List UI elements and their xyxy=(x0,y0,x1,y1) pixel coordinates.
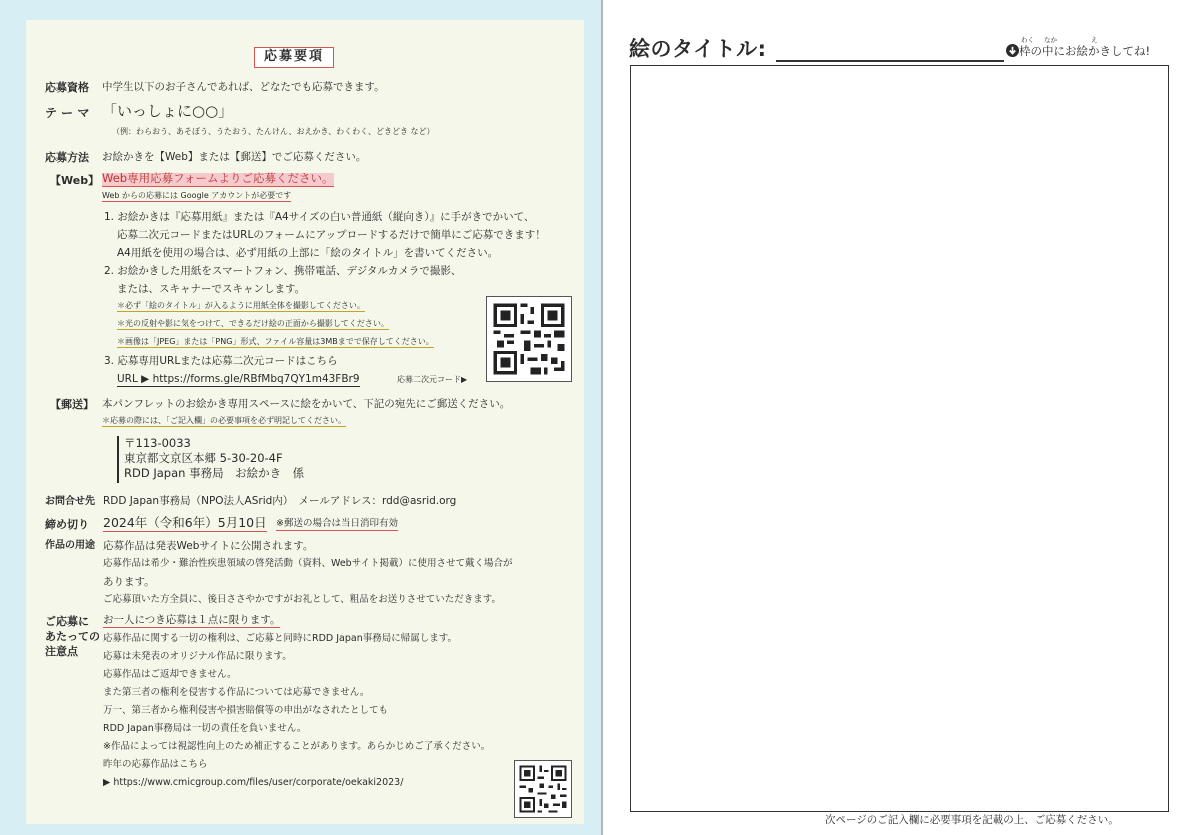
step2-line1: 2. お絵かきした用紙をスマートフォン、携帯電話、デジタルカメラで撮影、 xyxy=(104,265,462,277)
eligibility-text: 中学生以下のお子さんであれば、どなたでも応募できます。 xyxy=(102,81,385,93)
qr-caption: 応募二次元コード▶ xyxy=(397,375,468,384)
ruby-naka: なか xyxy=(1044,36,1057,44)
caution-line-7: ※作品によっては視認性向上のため補正することがあります。あらかじめご了承ください。 xyxy=(103,741,491,752)
address-postcode: 〒113-0033 xyxy=(124,436,191,450)
past-works-link[interactable]: ▶ https://www.cmicgroup.com/files/user/corporate/oekaki2023/ xyxy=(103,777,404,788)
step1-line2: 応募二次元コードまたはURLのフォームにアップロードするだけで簡単にご応募できます！ xyxy=(117,229,546,241)
caution-line-4: また第三者の権利を侵害する作品については応募できません。 xyxy=(103,687,370,698)
caution-first: お一人につき応募は１点に限ります。 xyxy=(103,614,281,626)
form-url-link[interactable]: URL ▶ https://forms.gle/RBfMbq7QY1m43FBr9 xyxy=(117,373,360,385)
caution-label-1: ご応募に xyxy=(45,615,89,628)
caution-label-2: あたっての xyxy=(45,630,100,643)
mail-text: 本パンフレットのお絵かき専用スペースに絵をかいて、下記の宛先にご郵送ください。 xyxy=(102,398,511,410)
web-account-note: Web からの応募には Google アカウントが必要です xyxy=(102,191,292,200)
footer-note: 次ページのご記入欄に必要事項を記載の上、ご応募ください。 xyxy=(825,814,1119,826)
step3-text: 3. 応募専用URLまたは応募二次元コードはこちら xyxy=(104,355,338,367)
caution-line-5: 万一、第三者から権利侵害や損害賠償等の申出がなされたとしても xyxy=(103,705,389,716)
address-bar xyxy=(117,436,119,483)
mail-label: 【郵送】 xyxy=(50,398,94,411)
arrow-down-icon xyxy=(1006,44,1019,57)
method-label: 応募方法 xyxy=(45,151,89,164)
theme-examples: （例：わらおう、あそぼう、うたおう、たんけん、おえかき、わくわく、どきどき など） xyxy=(112,127,435,136)
photo-note-2: ＊光の反射や影に気をつけて、できるだけ絵の正面から撮影してください。 xyxy=(117,319,389,328)
caution-label-3: 注意点 xyxy=(45,645,78,658)
drawing-area[interactable] xyxy=(630,65,1169,812)
step1-line1: 1. お絵かきは『応募用紙』または『A4サイズの白い普通紙（縦向き）』に手がきでかいて、 xyxy=(104,211,535,223)
usage-label: 作品の用途 xyxy=(45,540,95,551)
drawing-instruction xyxy=(1006,44,1150,58)
past-works-qr-code[interactable] xyxy=(514,760,572,818)
photo-note-3: ＊画像は「JPEG」または「PNG」形式、ファイル容量は3MBまでで保存してください。 xyxy=(117,337,434,346)
method-text: お絵かきを【Web】または【郵送】でご応募ください。 xyxy=(102,151,367,163)
drawing-instruction-text: 枠の中にお絵かきしてね! xyxy=(1019,44,1151,58)
step2-line2: または、スキャナーでスキャンします。 xyxy=(117,283,306,295)
usage-line-3: あります。 xyxy=(103,576,155,588)
address-recipient: RDD Japan 事務局 お絵かき 係 xyxy=(124,466,305,480)
deadline-note: ※郵送の場合は当日消印有効 xyxy=(276,518,398,529)
section-heading: 応募要項 xyxy=(254,47,334,68)
photo-note-1: ＊必ず「絵のタイトル」が入るように用紙全体を撮影してください。 xyxy=(117,301,365,310)
caution-line-1: 応募作品に関する一切の権利は、ご応募と同時にRDD Japan事務局に帰属します。 xyxy=(103,633,457,644)
theme-text: 「いっしょに○○」 xyxy=(102,102,234,120)
usage-line-1: 応募作品は発表Webサイトに公開されます。 xyxy=(103,540,314,552)
caution-line-8: 昨年の応募作品はこちら xyxy=(103,759,208,770)
caution-line-6: RDD Japan事務局は一切の責任を負いません。 xyxy=(103,723,307,734)
theme-label: テ ー マ xyxy=(45,106,90,120)
ruby-e: え xyxy=(1091,36,1098,44)
mail-note: ＊応募の際には、「ご記入欄」の必要事項を必ず明記してください。 xyxy=(102,416,346,425)
usage-line-2: 応募作品は希少・難治性疾患領域の啓発活動（資料、Webサイト掲載）に使用させて戴く場合が xyxy=(103,558,513,569)
qr-code-icon xyxy=(515,761,571,817)
usage-line-4: ご応募頂いた方全員に、後日ささやかですがお礼として、粗品をお送りさせていただきます。 xyxy=(103,594,502,605)
form-qr-code[interactable] xyxy=(486,296,572,382)
web-lead: Web専用応募フォームよりご応募ください。 xyxy=(102,171,334,185)
contact-label: お問合せ先 xyxy=(45,496,95,507)
caution-line-3: 応募作品はご返却できません。 xyxy=(103,669,237,680)
address-street: 東京都文京区本郷 5-30-20-4F xyxy=(124,451,283,465)
contact-text: RDD Japan事務局（NPO法人ASrid内） メールアドレス：rdd@asrid.org xyxy=(103,495,457,507)
step1-line3: A4用紙を使用の場合は、必ず用紙の上部に「絵のタイトル」を書いてください。 xyxy=(117,247,499,259)
eligibility-label: 応募資格 xyxy=(45,81,89,94)
drawing-title-label: 絵のタイトル: xyxy=(629,37,767,61)
deadline-label: 締め切り xyxy=(45,518,89,531)
ruby-waku: わく xyxy=(1021,36,1034,44)
drawing-title-field[interactable] xyxy=(776,60,1004,62)
deadline-date: 2024年（令和6年）5月10日 xyxy=(103,515,267,530)
caution-line-2: 応募は未発表のオリジナル作品に限ります。 xyxy=(103,651,292,662)
web-label: 【Web】 xyxy=(50,174,100,187)
qr-code-icon xyxy=(487,297,571,381)
